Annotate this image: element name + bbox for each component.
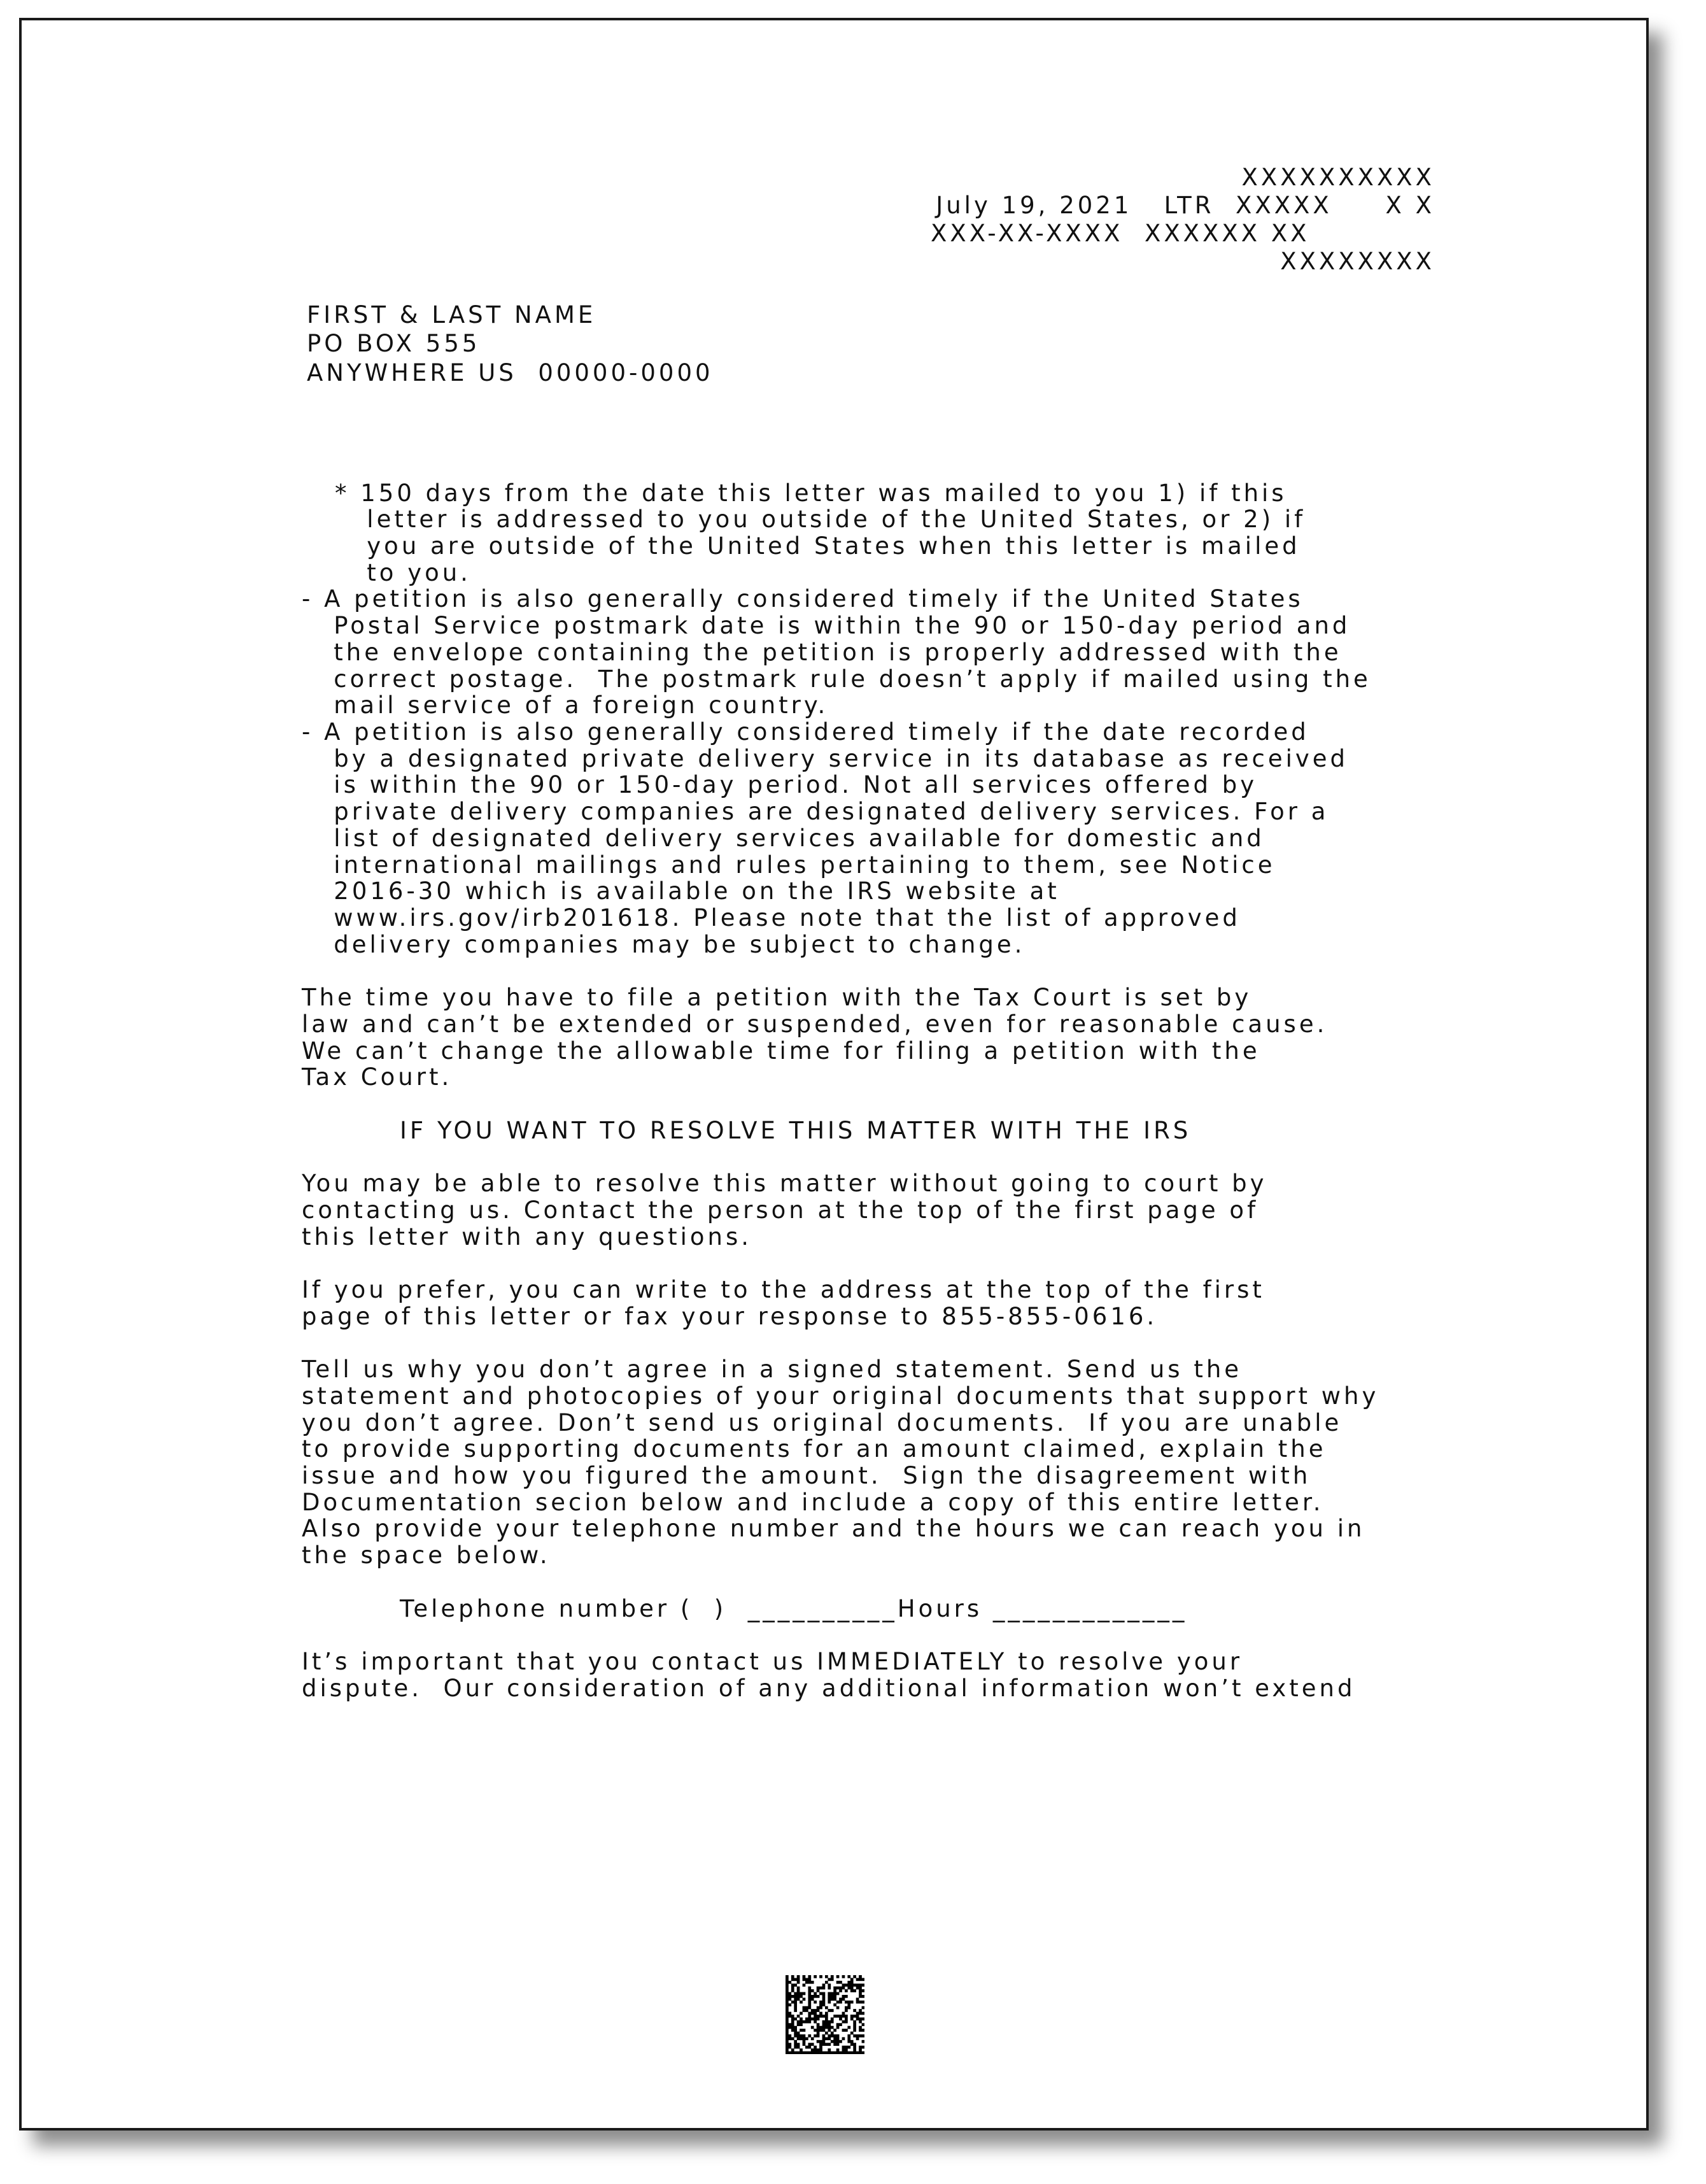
text-line: issue and how you figured the amount. Sign the disagreement with	[302, 1462, 1311, 1489]
text-line: - A petition is also generally considered timely if the United States	[302, 585, 1304, 613]
text-line: international mailings and rules pertaining to them, see Notice	[302, 851, 1276, 879]
datamatrix-barcode	[786, 1975, 864, 2054]
text-line: The time you have to file a petition with the Tax Court is set by	[302, 984, 1252, 1011]
text-line: the envelope containing the petition is properly addressed with the	[302, 639, 1342, 666]
text-line: Tell us why you don’t agree in a signed statement. Send us the	[302, 1356, 1243, 1383]
text-line: private delivery companies are designated delivery services. For a	[302, 798, 1329, 825]
text-line: letter is addressed to you outside of the United States, or 2) if	[335, 506, 1306, 533]
section-heading: IF YOU WANT TO RESOLVE THIS MATTER WITH THE IRS	[400, 1117, 1192, 1144]
text-line: list of designated delivery services available for domestic and	[302, 825, 1265, 852]
text-line: mail service of a foreign country.	[302, 691, 829, 719]
text-line: statement and photocopies of your original documents that support why	[302, 1382, 1379, 1410]
text-line: If you prefer, you can write to the address at the top of the first	[302, 1276, 1265, 1303]
text-line: We can’t change the allowable time for filing a petition with the	[302, 1037, 1260, 1065]
header-code: XXXXXXXX	[1280, 248, 1435, 275]
text-line: - A petition is also generally considered timely if the date recorded	[302, 718, 1309, 746]
text-line: Documentation secion below and include a copy of this entire letter.	[302, 1489, 1324, 1516]
text-line: the space below.	[302, 1542, 551, 1569]
text-line: correct postage. The postmark rule doesn’t apply if mailed using the	[302, 665, 1371, 693]
text-line: www.irs.gov/irb201618. Please note that the list of approved	[302, 904, 1241, 932]
text-line: 2016-30 which is available on the IRS website at	[302, 877, 1060, 905]
text-line: Tax Court.	[302, 1063, 453, 1091]
text-line: Also provide your telephone number and the hours we can reach you in	[302, 1515, 1365, 1542]
text-line: * 150 days from the date this letter was mailed to you 1) if this	[335, 479, 1287, 507]
text-line: Postal Service postmark date is within the 90 or 150-day period and	[302, 612, 1351, 639]
recipient-street: PO BOX 555	[307, 330, 481, 357]
letter-page	[19, 18, 1649, 2131]
text-line: to provide supporting documents for an amount claimed, explain the	[302, 1435, 1327, 1463]
text-line: by a designated private delivery service in its database as received	[302, 745, 1349, 772]
text-line: to you.	[335, 559, 471, 586]
recipient-name: FIRST & LAST NAME	[307, 301, 596, 329]
text-line: delivery companies may be subject to change.	[302, 931, 1026, 958]
text-line: contacting us. Contact the person at the top of the first page of	[302, 1196, 1259, 1224]
text-line: this letter with any questions.	[302, 1223, 752, 1251]
header-account-id: XXXXXXXXXX	[1241, 164, 1435, 191]
text-line: you don’t agree. Don’t send us original documents. If you are unable	[302, 1409, 1343, 1436]
telephone-hours-line: Telephone number ( ) __________Hours _____________	[400, 1595, 1188, 1622]
text-line: You may be able to resolve this matter without going to court by	[302, 1170, 1267, 1197]
text-line: It’s important that you contact us IMMEDIATELY to resolve your	[302, 1648, 1243, 1675]
text-line: law and can’t be extended or suspended, even for reasonable cause.	[302, 1010, 1328, 1038]
header-date-line: July 19, 2021 LTR XXXXX X X	[936, 192, 1435, 219]
recipient-city: ANYWHERE US 00000-0000	[307, 359, 714, 386]
text-line: is within the 90 or 150-day period. Not all services offered by	[302, 771, 1258, 798]
text-line: dispute. Our consideration of any additional information won’t extend	[302, 1675, 1356, 1702]
text-line: page of this letter or fax your response to 855-855-0616.	[302, 1303, 1158, 1330]
text-line: you are outside of the United States when this letter is mailed	[335, 532, 1301, 560]
header-ssn-line: XXX-XX-XXXX XXXXXX XX	[931, 220, 1310, 247]
